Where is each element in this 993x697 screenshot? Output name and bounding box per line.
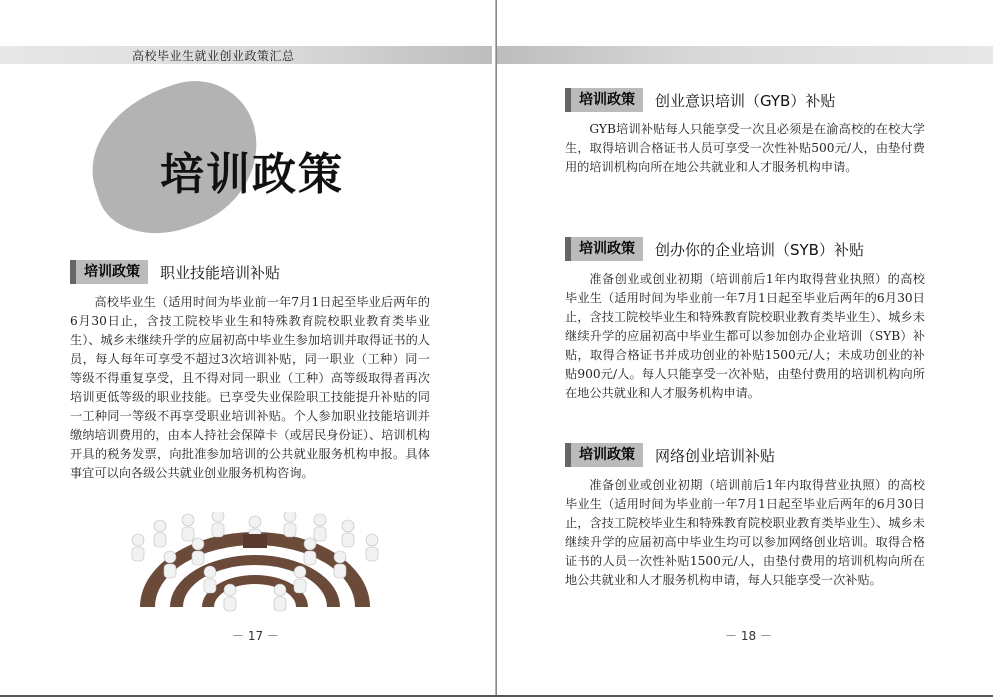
section-title: 职业技能培训补贴 (160, 263, 281, 282)
section-title: 创办你的企业培训（SYB）补贴 (655, 240, 864, 259)
section-header-online (565, 443, 775, 467)
left-page (0, 0, 496, 697)
section-tag: 培训政策 (565, 88, 643, 112)
section-title: 创业意识培训（GYB）补贴 (655, 91, 836, 110)
training-meeting-illustration (120, 512, 390, 620)
section-header-vocational (70, 260, 280, 284)
section-tag: 培训政策 (565, 237, 643, 261)
section-header-syb (565, 237, 864, 261)
section-body: 准备创业或创业初期（培训前后1年内取得营业执照）的高校毕业生（适用时间为毕业前一年7月1日起至毕业后两年的6月30日止，含技工院校毕业生和特殊教育院校职业教育类毕业生）、城乡未继续升学的应届初高中毕业生都可以参加创办企业培训（SYB）补贴，取得合格证书并成功创业的补贴1500元/人；未成功创业的补贴900元/人。每人只能享受一次补贴，由垫付费用的培训机构向所在地公共就业和人才服务机构申请。 (565, 272, 925, 400)
section-header-gyb (565, 88, 835, 112)
page-number: － 18 － (725, 629, 772, 643)
page-title: 培训政策 (160, 149, 344, 200)
right-page (497, 0, 993, 697)
section-tag: 培训政策 (70, 260, 148, 284)
section-tag: 培训政策 (565, 443, 643, 467)
section-body: 高校毕业生（适用时间为毕业前一年7月1日起至毕业后两年的6月30日止，含技工院校毕业生和特殊教育院校职业教育类毕业生）、城乡未继续升学的应届初高中毕业生参加培训并取得证书的人员，每人每年可享受不超过3次培训补贴，同一职业（工种）同一等级不得重复享受，且不得对同一职业（工种）高等级取得者再次培训更低等级的职业技能。已享受失业保险职工技能提升补贴的同一工种同一等级不再享受职业培训补贴。个人参加职业技能培训并缴纳培训费用的，由本人持社会保障卡（或居民身份证）、培训机构开具的税务发票，向批准参加培训的公共就业服务机构申报。具体事宜可以向各级公共就业创业服务机构咨询。 (70, 295, 430, 480)
section-title: 网络创业培训补贴 (655, 446, 776, 465)
page-number: － 17 － (232, 629, 279, 643)
running-header-band (497, 46, 993, 64)
section-body: GYB培训补贴每人只能享受一次且必须是在渝高校的在校大学生，取得培训合格证书人员可享受一次性补贴500元/人，由垫付费用的培训机构向所在地公共就业和人才服务机构申请。 (565, 122, 925, 174)
section-body: 准备创业或创业初期（培训前后1年内取得营业执照）的高校毕业生（适用时间为毕业前一年7月1日起至毕业后两年的6月30日止，含技工院校毕业生和特殊教育院校职业教育类毕业生）、城乡未继续升学的应届初高中毕业生均可以参加网络创业培训。取得合格证书的人员一次性补贴1500元/人，由垫付费用的培训机构向所在地公共就业和人才服务机构申请，每人只能享受一次补贴。 (565, 478, 925, 587)
running-header-band (0, 46, 492, 64)
running-header-text: 高校毕业生就业创业政策汇总 (132, 49, 295, 63)
